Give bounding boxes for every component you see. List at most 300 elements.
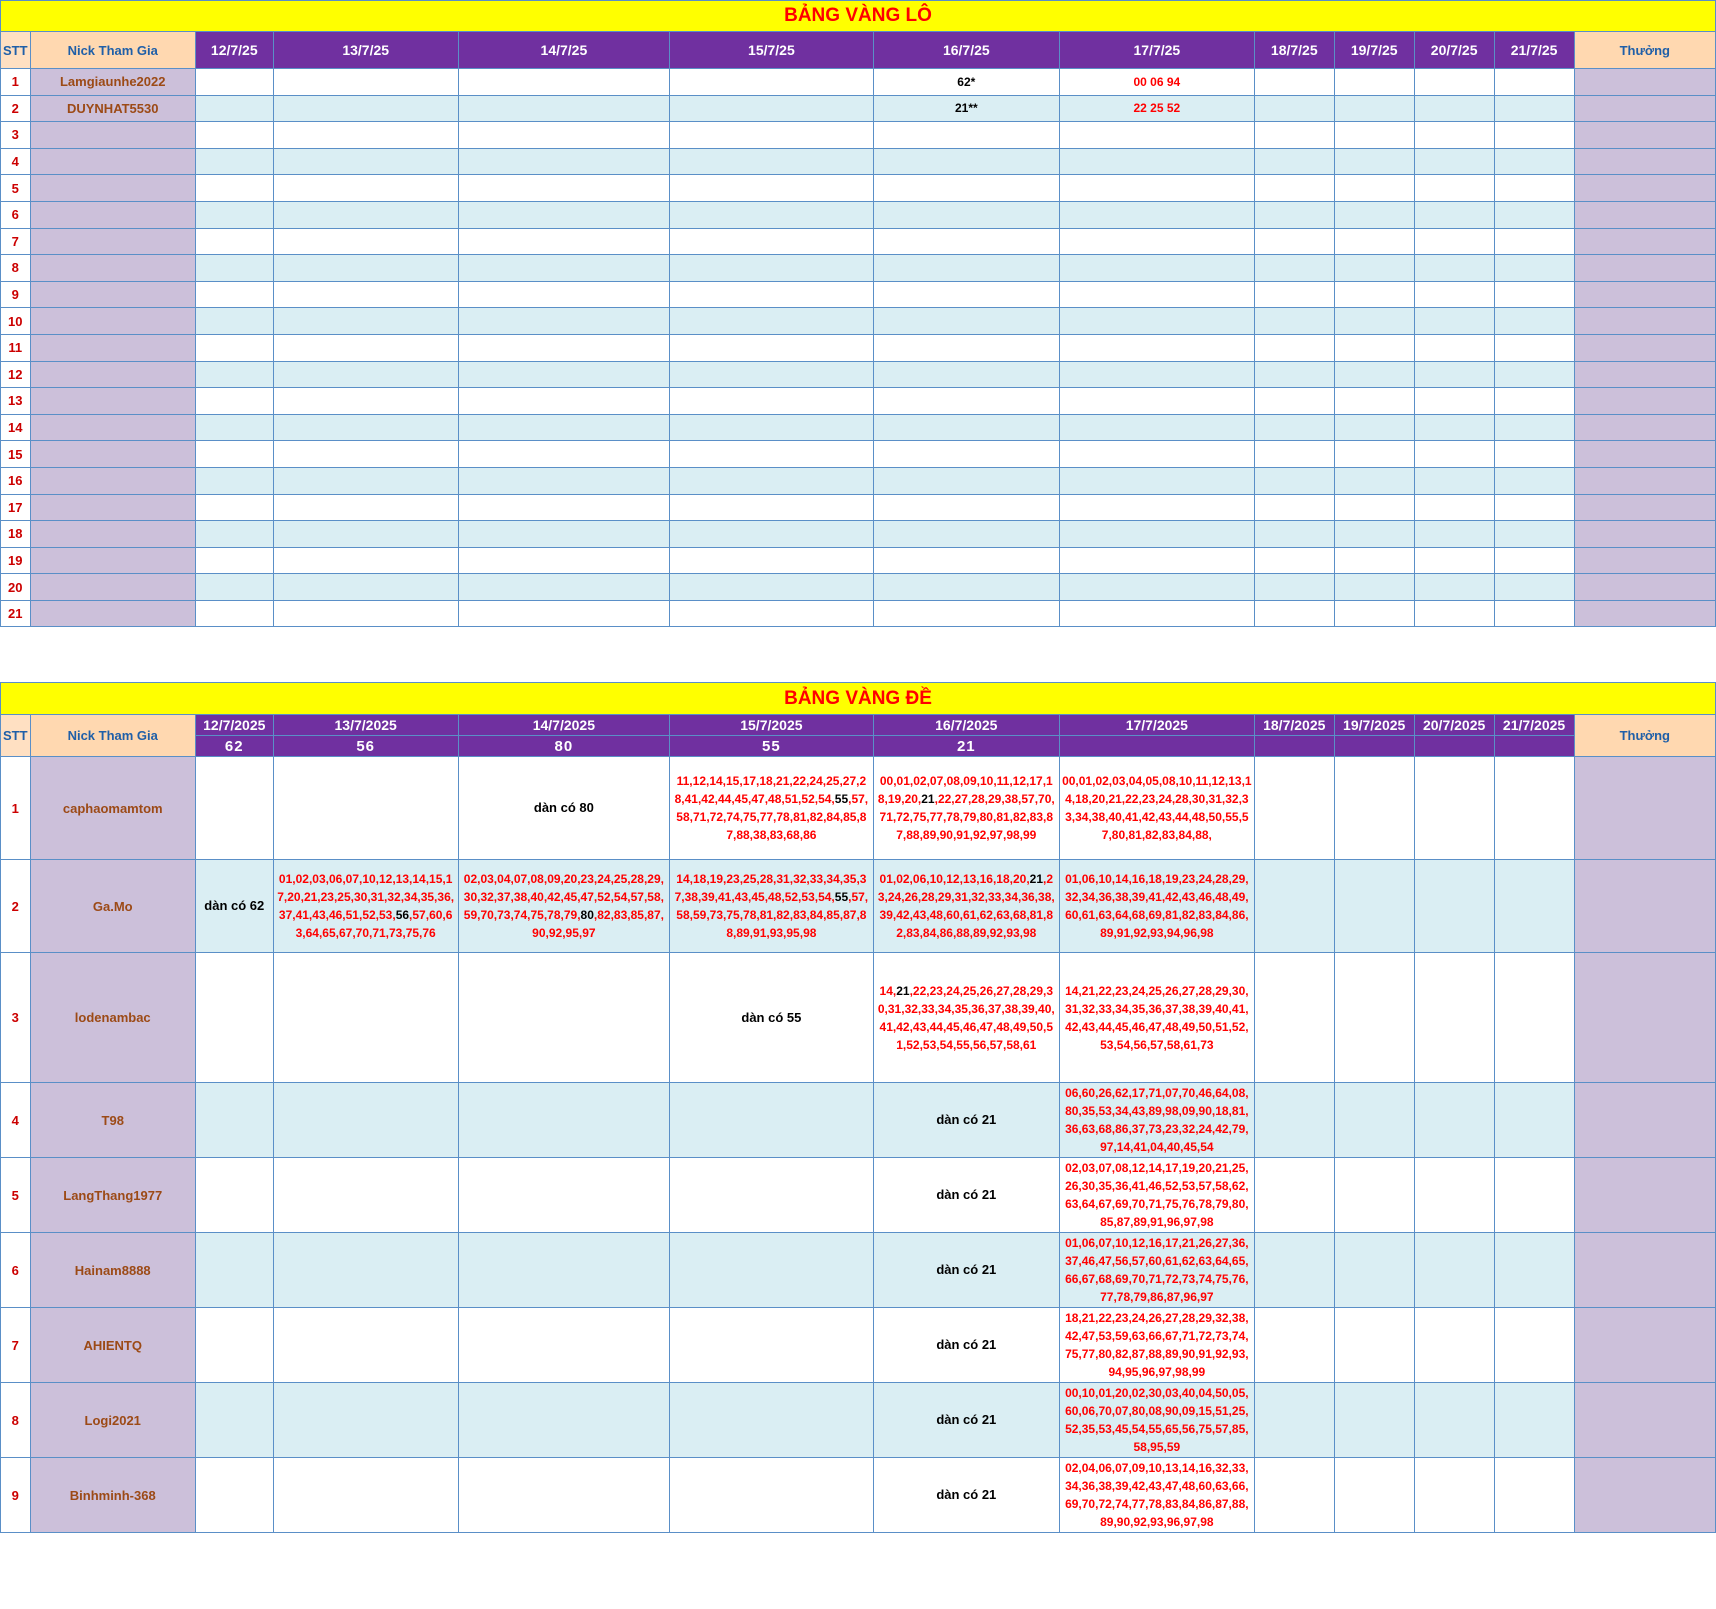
lo-entry-cell[interactable] xyxy=(1334,122,1414,149)
lo-entry-cell[interactable] xyxy=(1494,361,1574,388)
lo-entry-cell[interactable] xyxy=(873,494,1059,521)
lo-entry-cell[interactable] xyxy=(1059,308,1254,335)
lo-entry-cell[interactable] xyxy=(873,547,1059,574)
lo-entry-cell[interactable] xyxy=(458,281,669,308)
lo-entry-cell[interactable] xyxy=(1334,148,1414,175)
lo-entry-cell[interactable] xyxy=(1334,201,1414,228)
de-entry-cell[interactable] xyxy=(1059,1458,1254,1533)
lo-entry-cell[interactable] xyxy=(273,414,458,441)
lo-entry-cell[interactable] xyxy=(670,574,874,601)
lo-entry-cell[interactable] xyxy=(458,69,669,96)
lo-entry-cell[interactable] xyxy=(273,361,458,388)
de-entry-cell[interactable] xyxy=(1334,757,1414,860)
lo-entry-cell[interactable] xyxy=(670,547,874,574)
lo-entry-cell[interactable] xyxy=(1494,281,1574,308)
lo-entry-cell[interactable] xyxy=(1334,95,1414,122)
de-entry-cell[interactable] xyxy=(1334,1458,1414,1533)
lo-entry-cell[interactable] xyxy=(1494,334,1574,361)
lo-entry-cell[interactable] xyxy=(1059,281,1254,308)
de-entry-cell[interactable] xyxy=(670,1233,874,1308)
lo-entry-cell[interactable] xyxy=(1494,600,1574,627)
lo-entry-cell[interactable] xyxy=(195,255,273,282)
lo-entry-cell[interactable] xyxy=(873,308,1059,335)
lo-entry-cell[interactable] xyxy=(670,175,874,202)
lo-entry-cell[interactable] xyxy=(1334,281,1414,308)
lo-entry-cell[interactable] xyxy=(1059,361,1254,388)
lo-entry-cell[interactable] xyxy=(1494,441,1574,468)
de-entry-cell[interactable] xyxy=(873,1308,1059,1383)
de-entry-cell[interactable] xyxy=(1414,1458,1494,1533)
lo-entry-cell[interactable] xyxy=(458,255,669,282)
de-entry-cell[interactable] xyxy=(1414,1308,1494,1383)
lo-entry-cell[interactable] xyxy=(458,201,669,228)
de-entry-cell[interactable] xyxy=(1254,1383,1334,1458)
de-entry-cell[interactable] xyxy=(873,1083,1059,1158)
lo-entry-cell[interactable] xyxy=(273,69,458,96)
lo-entry-cell[interactable] xyxy=(273,201,458,228)
de-entry-cell[interactable] xyxy=(873,860,1059,953)
de-entry-cell[interactable] xyxy=(458,953,669,1083)
lo-entry-cell[interactable] xyxy=(195,494,273,521)
lo-entry-cell[interactable] xyxy=(195,467,273,494)
lo-entry-cell[interactable] xyxy=(1414,361,1494,388)
lo-entry-cell[interactable] xyxy=(458,228,669,255)
lo-entry-cell[interactable] xyxy=(1334,467,1414,494)
de-entry-cell[interactable] xyxy=(1254,953,1334,1083)
lo-entry-cell[interactable] xyxy=(1494,69,1574,96)
lo-entry-cell[interactable] xyxy=(1059,201,1254,228)
lo-entry-cell[interactable] xyxy=(873,281,1059,308)
lo-entry-cell[interactable] xyxy=(1254,255,1334,282)
lo-entry-cell[interactable] xyxy=(1254,201,1334,228)
de-entry-cell[interactable] xyxy=(458,757,669,860)
lo-entry-cell[interactable] xyxy=(873,334,1059,361)
de-entry-cell[interactable] xyxy=(273,953,458,1083)
lo-entry-cell[interactable] xyxy=(670,441,874,468)
de-entry-cell[interactable] xyxy=(1059,1083,1254,1158)
lo-entry-cell[interactable] xyxy=(195,228,273,255)
de-entry-cell[interactable] xyxy=(1494,757,1574,860)
lo-entry-cell[interactable] xyxy=(1494,148,1574,175)
lo-entry-cell[interactable] xyxy=(1414,201,1494,228)
lo-entry-cell[interactable] xyxy=(1254,574,1334,601)
lo-entry-cell[interactable] xyxy=(458,361,669,388)
lo-entry-cell[interactable] xyxy=(273,467,458,494)
de-entry-cell[interactable] xyxy=(458,860,669,953)
lo-entry-cell[interactable] xyxy=(1414,122,1494,149)
de-entry-cell[interactable] xyxy=(1059,757,1254,860)
de-entry-cell[interactable] xyxy=(873,757,1059,860)
de-entry-cell[interactable] xyxy=(1494,1308,1574,1383)
lo-entry-cell[interactable] xyxy=(873,414,1059,441)
lo-entry-cell[interactable] xyxy=(1334,228,1414,255)
de-entry-cell[interactable] xyxy=(1254,1308,1334,1383)
de-entry-cell[interactable] xyxy=(195,1233,273,1308)
lo-entry-cell[interactable] xyxy=(1254,600,1334,627)
de-entry-cell[interactable] xyxy=(1059,1308,1254,1383)
lo-entry-cell[interactable] xyxy=(1334,361,1414,388)
lo-entry-cell[interactable] xyxy=(670,69,874,96)
lo-entry-cell[interactable] xyxy=(1254,521,1334,548)
lo-entry-cell[interactable] xyxy=(1254,69,1334,96)
de-entry-cell[interactable] xyxy=(1254,860,1334,953)
lo-entry-cell[interactable] xyxy=(873,148,1059,175)
de-entry-cell[interactable] xyxy=(873,1233,1059,1308)
de-entry-cell[interactable] xyxy=(1414,1083,1494,1158)
lo-entry-cell[interactable] xyxy=(195,521,273,548)
de-entry-cell[interactable] xyxy=(1254,1233,1334,1308)
lo-entry-cell[interactable] xyxy=(1494,574,1574,601)
lo-entry-cell[interactable] xyxy=(670,521,874,548)
lo-entry-cell[interactable] xyxy=(273,122,458,149)
de-entry-cell[interactable] xyxy=(1059,1233,1254,1308)
lo-entry-cell[interactable] xyxy=(873,255,1059,282)
lo-entry-cell[interactable] xyxy=(458,494,669,521)
lo-entry-cell[interactable] xyxy=(1414,441,1494,468)
de-entry-cell[interactable] xyxy=(458,1383,669,1458)
de-entry-cell[interactable] xyxy=(195,1458,273,1533)
lo-entry-cell[interactable] xyxy=(1334,600,1414,627)
lo-entry-cell[interactable] xyxy=(873,388,1059,415)
de-entry-cell[interactable] xyxy=(1334,953,1414,1083)
de-entry-cell[interactable] xyxy=(195,1308,273,1383)
de-entry-cell[interactable] xyxy=(1494,1458,1574,1533)
lo-entry-cell[interactable]: 00 06 94 xyxy=(1059,69,1254,96)
de-entry-cell[interactable] xyxy=(670,1083,874,1158)
lo-entry-cell[interactable] xyxy=(1414,308,1494,335)
lo-entry-cell[interactable] xyxy=(195,388,273,415)
lo-entry-cell[interactable] xyxy=(1254,414,1334,441)
lo-entry-cell[interactable] xyxy=(1254,122,1334,149)
lo-entry-cell[interactable] xyxy=(458,441,669,468)
lo-entry-cell[interactable] xyxy=(670,388,874,415)
lo-entry-cell[interactable] xyxy=(1414,281,1494,308)
lo-entry-cell[interactable] xyxy=(195,361,273,388)
lo-entry-cell[interactable] xyxy=(1494,414,1574,441)
lo-entry-cell[interactable] xyxy=(1254,281,1334,308)
de-entry-cell[interactable] xyxy=(273,860,458,953)
de-entry-cell[interactable] xyxy=(273,1083,458,1158)
lo-entry-cell[interactable] xyxy=(670,308,874,335)
lo-entry-cell[interactable] xyxy=(1059,255,1254,282)
lo-entry-cell[interactable] xyxy=(195,441,273,468)
lo-entry-cell[interactable] xyxy=(1494,494,1574,521)
de-entry-cell[interactable] xyxy=(1494,1383,1574,1458)
lo-entry-cell[interactable] xyxy=(670,95,874,122)
lo-entry-cell[interactable] xyxy=(1494,388,1574,415)
de-entry-cell[interactable] xyxy=(1494,1233,1574,1308)
lo-entry-cell[interactable] xyxy=(1254,547,1334,574)
lo-entry-cell[interactable] xyxy=(458,600,669,627)
lo-entry-cell[interactable] xyxy=(1494,467,1574,494)
lo-entry-cell[interactable] xyxy=(195,69,273,96)
lo-entry-cell[interactable] xyxy=(873,467,1059,494)
de-entry-cell[interactable] xyxy=(1494,1158,1574,1233)
lo-entry-cell[interactable] xyxy=(195,281,273,308)
de-entry-cell[interactable] xyxy=(273,1383,458,1458)
lo-entry-cell[interactable] xyxy=(195,600,273,627)
lo-entry-cell[interactable] xyxy=(873,600,1059,627)
lo-entry-cell[interactable] xyxy=(1254,441,1334,468)
de-entry-cell[interactable] xyxy=(458,1233,669,1308)
lo-entry-cell[interactable]: 62* xyxy=(873,69,1059,96)
lo-entry-cell[interactable] xyxy=(458,388,669,415)
lo-entry-cell[interactable] xyxy=(273,547,458,574)
de-entry-cell[interactable] xyxy=(1334,1383,1414,1458)
lo-entry-cell[interactable] xyxy=(1254,228,1334,255)
lo-entry-cell[interactable] xyxy=(1254,361,1334,388)
lo-entry-cell[interactable] xyxy=(458,308,669,335)
lo-entry-cell[interactable] xyxy=(1334,547,1414,574)
lo-entry-cell[interactable] xyxy=(1254,494,1334,521)
lo-entry-cell[interactable] xyxy=(273,574,458,601)
lo-entry-cell[interactable] xyxy=(670,467,874,494)
lo-entry-cell[interactable] xyxy=(458,547,669,574)
lo-entry-cell[interactable] xyxy=(873,228,1059,255)
de-entry-cell[interactable] xyxy=(873,953,1059,1083)
lo-entry-cell[interactable] xyxy=(1414,521,1494,548)
de-entry-cell[interactable] xyxy=(273,1308,458,1383)
de-entry-cell[interactable] xyxy=(1334,1083,1414,1158)
lo-entry-cell[interactable] xyxy=(458,414,669,441)
de-entry-cell[interactable] xyxy=(670,1383,874,1458)
lo-entry-cell[interactable] xyxy=(873,521,1059,548)
de-entry-cell[interactable] xyxy=(458,1083,669,1158)
lo-entry-cell[interactable] xyxy=(1414,494,1494,521)
lo-entry-cell[interactable] xyxy=(1059,122,1254,149)
de-entry-cell[interactable] xyxy=(1334,1158,1414,1233)
lo-entry-cell[interactable] xyxy=(273,255,458,282)
lo-entry-cell[interactable] xyxy=(458,148,669,175)
lo-entry-cell[interactable] xyxy=(1059,441,1254,468)
de-entry-cell[interactable] xyxy=(195,757,273,860)
lo-entry-cell[interactable] xyxy=(873,574,1059,601)
de-entry-cell[interactable] xyxy=(195,1158,273,1233)
lo-entry-cell[interactable] xyxy=(1059,521,1254,548)
lo-entry-cell[interactable] xyxy=(1414,414,1494,441)
lo-entry-cell[interactable] xyxy=(1414,175,1494,202)
lo-entry-cell[interactable] xyxy=(1414,228,1494,255)
lo-entry-cell[interactable] xyxy=(1494,201,1574,228)
lo-entry-cell[interactable] xyxy=(1059,600,1254,627)
lo-entry-cell[interactable] xyxy=(670,148,874,175)
lo-entry-cell[interactable] xyxy=(195,574,273,601)
de-entry-cell[interactable] xyxy=(1414,757,1494,860)
lo-entry-cell[interactable] xyxy=(458,574,669,601)
lo-entry-cell[interactable] xyxy=(1334,521,1414,548)
de-entry-cell[interactable] xyxy=(1059,953,1254,1083)
de-entry-cell[interactable] xyxy=(1494,953,1574,1083)
de-entry-cell[interactable] xyxy=(195,860,273,953)
lo-entry-cell[interactable] xyxy=(1414,547,1494,574)
lo-entry-cell[interactable] xyxy=(670,494,874,521)
de-entry-cell[interactable] xyxy=(273,757,458,860)
lo-entry-cell[interactable] xyxy=(458,122,669,149)
lo-entry-cell[interactable] xyxy=(1059,148,1254,175)
lo-entry-cell[interactable] xyxy=(273,148,458,175)
de-entry-cell[interactable] xyxy=(273,1458,458,1533)
lo-entry-cell[interactable] xyxy=(273,600,458,627)
lo-entry-cell[interactable] xyxy=(195,175,273,202)
de-entry-cell[interactable] xyxy=(1494,860,1574,953)
de-entry-cell[interactable] xyxy=(670,757,874,860)
de-entry-cell[interactable] xyxy=(1334,1233,1414,1308)
de-entry-cell[interactable] xyxy=(273,1158,458,1233)
de-entry-cell[interactable] xyxy=(1414,1233,1494,1308)
lo-entry-cell[interactable] xyxy=(1059,547,1254,574)
lo-entry-cell[interactable] xyxy=(273,308,458,335)
lo-entry-cell[interactable] xyxy=(195,201,273,228)
lo-entry-cell[interactable] xyxy=(273,334,458,361)
lo-entry-cell[interactable] xyxy=(1414,467,1494,494)
lo-entry-cell[interactable] xyxy=(873,201,1059,228)
lo-entry-cell[interactable] xyxy=(1254,175,1334,202)
lo-entry-cell[interactable] xyxy=(273,228,458,255)
lo-entry-cell[interactable] xyxy=(670,414,874,441)
de-entry-cell[interactable] xyxy=(1414,953,1494,1083)
lo-entry-cell[interactable] xyxy=(1059,228,1254,255)
lo-entry-cell[interactable] xyxy=(1059,388,1254,415)
lo-entry-cell[interactable] xyxy=(1414,334,1494,361)
lo-entry-cell[interactable] xyxy=(273,388,458,415)
lo-entry-cell[interactable] xyxy=(670,334,874,361)
de-entry-cell[interactable] xyxy=(1414,1383,1494,1458)
de-entry-cell[interactable] xyxy=(670,1158,874,1233)
lo-entry-cell[interactable] xyxy=(458,334,669,361)
de-entry-cell[interactable] xyxy=(873,1158,1059,1233)
lo-entry-cell[interactable] xyxy=(670,281,874,308)
lo-entry-cell[interactable] xyxy=(1414,95,1494,122)
lo-entry-cell[interactable] xyxy=(1059,574,1254,601)
lo-entry-cell[interactable]: 21** xyxy=(873,95,1059,122)
lo-entry-cell[interactable] xyxy=(1254,467,1334,494)
de-entry-cell[interactable] xyxy=(1254,1458,1334,1533)
de-entry-cell[interactable] xyxy=(195,1383,273,1458)
lo-entry-cell[interactable] xyxy=(670,228,874,255)
de-entry-cell[interactable] xyxy=(873,1458,1059,1533)
lo-entry-cell[interactable] xyxy=(1414,388,1494,415)
lo-entry-cell[interactable] xyxy=(458,95,669,122)
lo-entry-cell[interactable] xyxy=(195,122,273,149)
de-entry-cell[interactable] xyxy=(670,1458,874,1533)
lo-entry-cell[interactable] xyxy=(670,201,874,228)
lo-entry-cell[interactable] xyxy=(1414,255,1494,282)
lo-entry-cell[interactable] xyxy=(1414,600,1494,627)
lo-entry-cell[interactable] xyxy=(1494,547,1574,574)
de-entry-cell[interactable] xyxy=(1059,860,1254,953)
de-entry-cell[interactable] xyxy=(670,953,874,1083)
lo-entry-cell[interactable] xyxy=(873,361,1059,388)
de-entry-cell[interactable] xyxy=(273,1233,458,1308)
lo-entry-cell[interactable] xyxy=(1334,414,1414,441)
lo-entry-cell[interactable] xyxy=(273,175,458,202)
lo-entry-cell[interactable] xyxy=(1059,467,1254,494)
lo-entry-cell[interactable] xyxy=(1254,148,1334,175)
lo-entry-cell[interactable] xyxy=(1334,441,1414,468)
lo-entry-cell[interactable] xyxy=(1494,122,1574,149)
lo-entry-cell[interactable] xyxy=(873,441,1059,468)
lo-entry-cell[interactable] xyxy=(1254,334,1334,361)
lo-entry-cell[interactable] xyxy=(458,175,669,202)
lo-entry-cell[interactable] xyxy=(1414,148,1494,175)
lo-entry-cell[interactable] xyxy=(458,467,669,494)
lo-entry-cell[interactable] xyxy=(1494,228,1574,255)
lo-entry-cell[interactable] xyxy=(670,600,874,627)
lo-entry-cell[interactable] xyxy=(670,361,874,388)
de-entry-cell[interactable] xyxy=(195,953,273,1083)
lo-entry-cell[interactable] xyxy=(273,494,458,521)
lo-entry-cell[interactable] xyxy=(1334,69,1414,96)
lo-entry-cell[interactable] xyxy=(195,547,273,574)
lo-entry-cell[interactable] xyxy=(195,95,273,122)
lo-entry-cell[interactable] xyxy=(458,521,669,548)
lo-entry-cell[interactable] xyxy=(1334,334,1414,361)
lo-entry-cell[interactable] xyxy=(1334,494,1414,521)
de-entry-cell[interactable] xyxy=(1254,1083,1334,1158)
lo-entry-cell[interactable] xyxy=(273,281,458,308)
lo-entry-cell[interactable] xyxy=(195,414,273,441)
lo-entry-cell[interactable] xyxy=(1334,255,1414,282)
de-entry-cell[interactable] xyxy=(1254,757,1334,860)
de-entry-cell[interactable] xyxy=(1414,1158,1494,1233)
lo-entry-cell[interactable] xyxy=(670,255,874,282)
de-entry-cell[interactable] xyxy=(458,1308,669,1383)
lo-entry-cell[interactable] xyxy=(273,441,458,468)
de-entry-cell[interactable] xyxy=(458,1158,669,1233)
de-entry-cell[interactable] xyxy=(1414,860,1494,953)
de-entry-cell[interactable] xyxy=(873,1383,1059,1458)
lo-entry-cell[interactable] xyxy=(195,148,273,175)
lo-entry-cell[interactable] xyxy=(1059,175,1254,202)
lo-entry-cell[interactable] xyxy=(195,308,273,335)
de-entry-cell[interactable] xyxy=(1059,1158,1254,1233)
lo-entry-cell[interactable] xyxy=(1494,95,1574,122)
lo-entry-cell[interactable] xyxy=(1059,334,1254,361)
de-entry-cell[interactable] xyxy=(670,1308,874,1383)
de-entry-cell[interactable] xyxy=(670,860,874,953)
lo-entry-cell[interactable] xyxy=(873,175,1059,202)
lo-entry-cell[interactable]: 22 25 52 xyxy=(1059,95,1254,122)
lo-entry-cell[interactable] xyxy=(1334,308,1414,335)
lo-entry-cell[interactable] xyxy=(670,122,874,149)
lo-entry-cell[interactable] xyxy=(1334,175,1414,202)
lo-entry-cell[interactable] xyxy=(1254,308,1334,335)
lo-entry-cell[interactable] xyxy=(1334,388,1414,415)
lo-entry-cell[interactable] xyxy=(1414,69,1494,96)
lo-entry-cell[interactable] xyxy=(1254,95,1334,122)
lo-entry-cell[interactable] xyxy=(195,334,273,361)
de-entry-cell[interactable] xyxy=(1334,860,1414,953)
lo-entry-cell[interactable] xyxy=(1334,574,1414,601)
de-entry-cell[interactable] xyxy=(195,1083,273,1158)
de-entry-cell[interactable] xyxy=(458,1458,669,1533)
lo-entry-cell[interactable] xyxy=(1494,308,1574,335)
lo-entry-cell[interactable] xyxy=(1494,521,1574,548)
lo-entry-cell[interactable] xyxy=(873,122,1059,149)
lo-entry-cell[interactable] xyxy=(1059,494,1254,521)
lo-entry-cell[interactable] xyxy=(1494,255,1574,282)
de-entry-cell[interactable] xyxy=(1494,1083,1574,1158)
lo-entry-cell[interactable] xyxy=(273,95,458,122)
lo-entry-cell[interactable] xyxy=(1254,388,1334,415)
de-entry-cell[interactable] xyxy=(1334,1308,1414,1383)
lo-entry-cell[interactable] xyxy=(1494,175,1574,202)
lo-entry-cell[interactable] xyxy=(273,521,458,548)
lo-entry-cell[interactable] xyxy=(1414,574,1494,601)
de-entry-cell[interactable] xyxy=(1059,1383,1254,1458)
de-entry-cell[interactable] xyxy=(1254,1158,1334,1233)
lo-entry-cell[interactable] xyxy=(1059,414,1254,441)
